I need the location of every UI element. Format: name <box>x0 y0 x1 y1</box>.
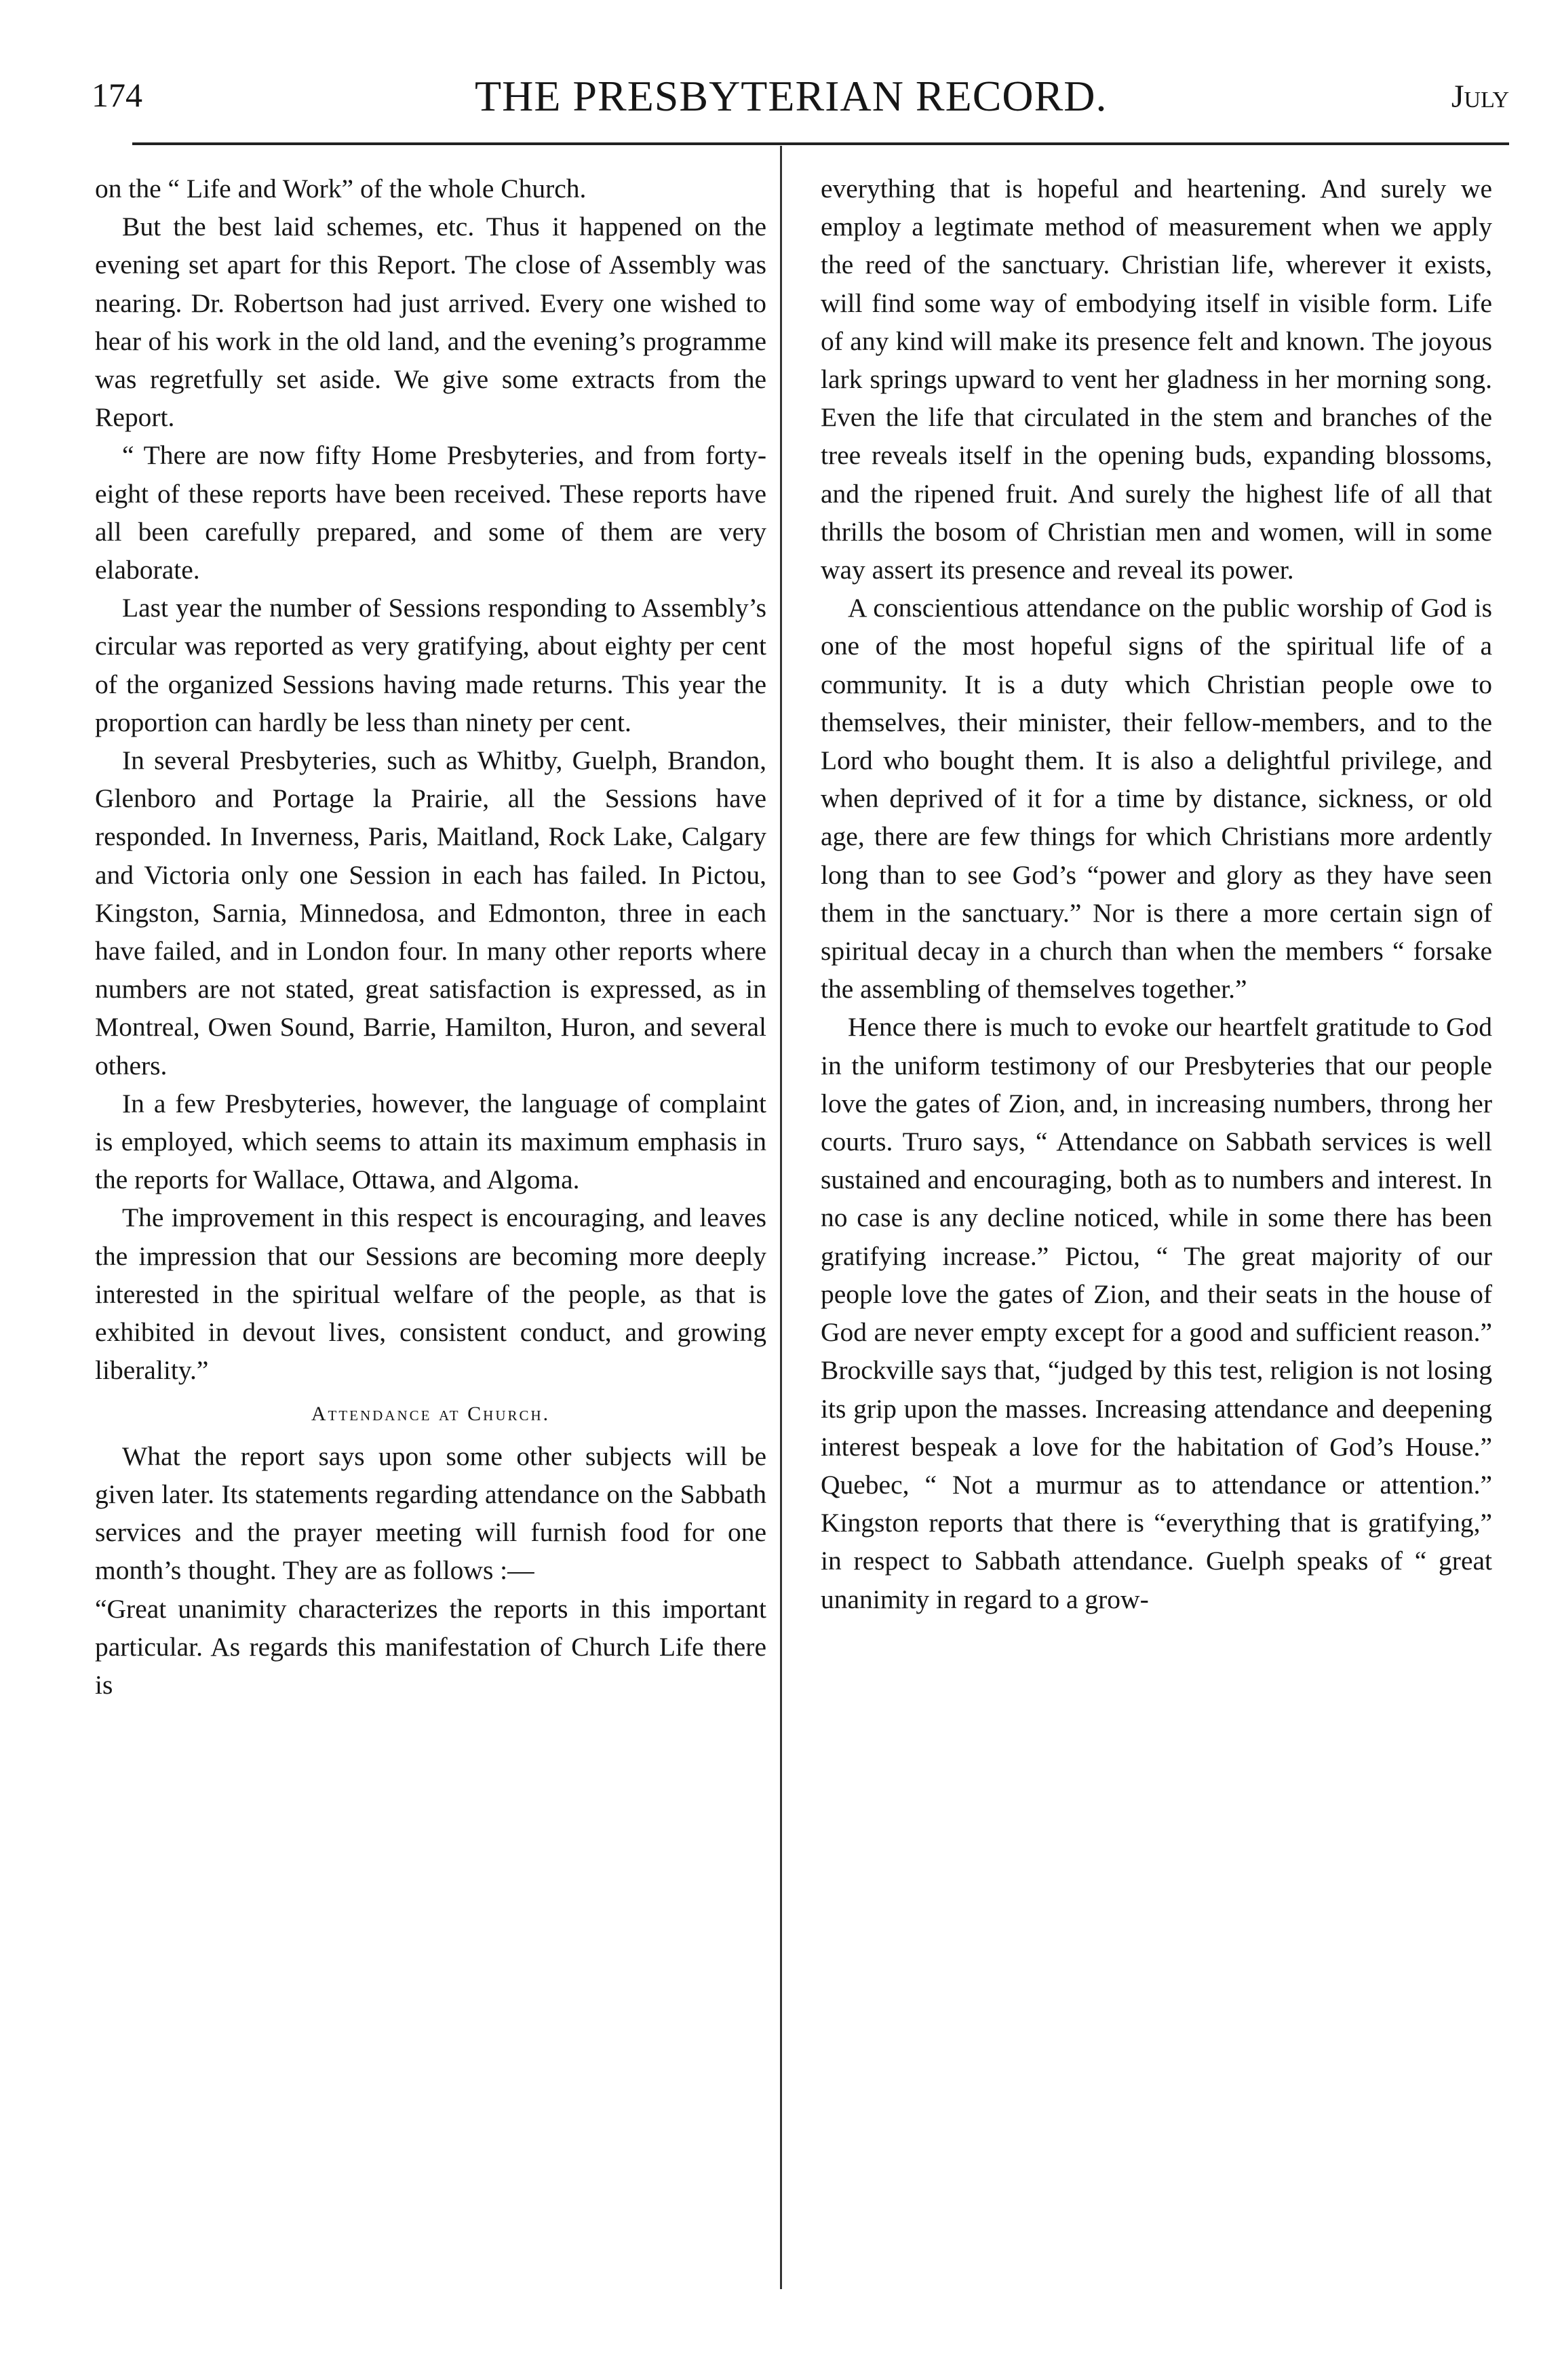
section-heading: Attendance at Church. <box>311 1402 551 1425</box>
paragraph: “ There are now fifty Home Presbyteries, and from forty-eight of these reports have been received. These reports have all been carefully prepared, and some of them are very elaborate. <box>95 440 766 585</box>
column-divider <box>780 146 782 2289</box>
paragraph: In several Presbyteries, such as Whitby, Guelph, Brandon, Glenboro and Portage la Prairie, all the Sessions have responded. In Inverness, Paris, Maitland, Rock Lake, Calgary and Victoria only one Session in each has failed. In Pictou, Kingston, Sarnia, Minnedosa, and Edmonton, three in each have failed, and in London four. In many other reports where numbers are not stated, great satisfaction is expressed, as in Montreal, Owen Sound, Barrie, Hamilton, Huron, and several others. <box>95 745 766 1080</box>
paragraph: But the best laid schemes, etc. Thus it happened on the evening set apart for this Report. The close of Assembly was nearing. Dr. Robertson had just arrived. Every one wished to hear of his work in the old land, and the evening’s programme was regretfully set aside. We give some extracts from the Report. <box>95 212 766 433</box>
header-rule <box>132 142 1509 145</box>
paragraph: on the “ Life and Work” of the whole Church. <box>95 174 587 203</box>
paragraph: What the report says upon some other subjects will be given later. Its statements regarding attendance on the Sabbath services and the prayer meeting will furnish food for one month’s thought. They are as follows :— <box>95 1441 766 1586</box>
paragraph: “Great unanimity characterizes the reports in this important particular. As regards this manifestation of Church Life there is <box>95 1593 766 1700</box>
paragraph: Last year the number of Sessions responding to Assembly’s circular was reported as very gratifying, about eighty per cent of the organized Sessions having made returns. This year the proportion can hardly be less than ninety per cent. <box>95 593 766 737</box>
paragraph: In a few Presbyteries, however, the language of complaint is employed, which seems to attain its maximum emphasis in the reports for Wallace, Ottawa, and Algoma. <box>95 1088 766 1195</box>
paragraph: The improvement in this respect is encouraging, and leaves the impression that our Sessions are becoming more deeply interested in the spiritual welfare of the people, as that is exhibited in devout lives, consistent conduct, and growing liberality.” <box>95 1203 766 1386</box>
paragraph: Hence there is much to evoke our heartfelt gratitude to God in the uniform testimony of our Presbyteries that our people love the gates of Zion, and, in increasing numbers, throng her courts. Truro says, “ Attendance on Sabbath services is well sustained and encouraging, both as to numbers and interest. In no case is any decline noticed, while in some there has been gratifying increase.” Pictou, “ The great majority of our people love the gates of Zion, and their seats in the house of God are never empty except for a good and sufficient reason.” Brockville says that, “judged by this test, religion is not losing its grip upon the masses. Increasing attendance and deepening interest bespeak a love for the habitation of God’s House.” Quebec, “ Not a murmur as to attendance or attention.” Kingston reports that there is “everything that is gratifying,” in respect to Sabbath attendance. Guelph speaks of “ great unanimity in regard to a grow- <box>821 1012 1492 1614</box>
left-column <box>95 170 766 1704</box>
page-header <box>92 71 1509 139</box>
issue-month: July <box>1451 79 1509 115</box>
paragraph: everything that is hopeful and heartening. And surely we employ a legtimate method of measurement when we apply the reed of the sanctuary. Christian life, wherever it exists, will find some way of embodying itself in visible form. Life of any kind will make its presence felt and known. The joyous lark springs upward to vent her gladness in her morning song. Even the life that circulated in the stem and branches of the tree reveals itself in the opening buds, expanding blossoms, and the ripened fruit. And surely the highest life of all that thrills the bosom of Christian men and women, will in some way assert its presence and reveal its power. <box>821 174 1492 585</box>
running-title: THE PRESBYTERIAN RECORD. <box>475 72 1108 120</box>
paragraph: A conscientious attendance on the public worship of God is one of the most hopeful signs of the spiritual life of a community. It is a duty which Christian people owe to themselves, their minister, their fellow-members, and to the Lord who bought them. It is also a delightful privilege, and when deprived of it for a time by distance, sickness, or old age, there are few things for which Christians more ardently long than to see God’s “power and glory as they have seen them in the sanctuary.” Nor is there a more certain sign of spiritual decay in a church than when the members “ forsake the assembling of themselves together.” <box>821 593 1492 1004</box>
page-number: 174 <box>92 76 142 114</box>
right-column <box>821 170 1492 1618</box>
